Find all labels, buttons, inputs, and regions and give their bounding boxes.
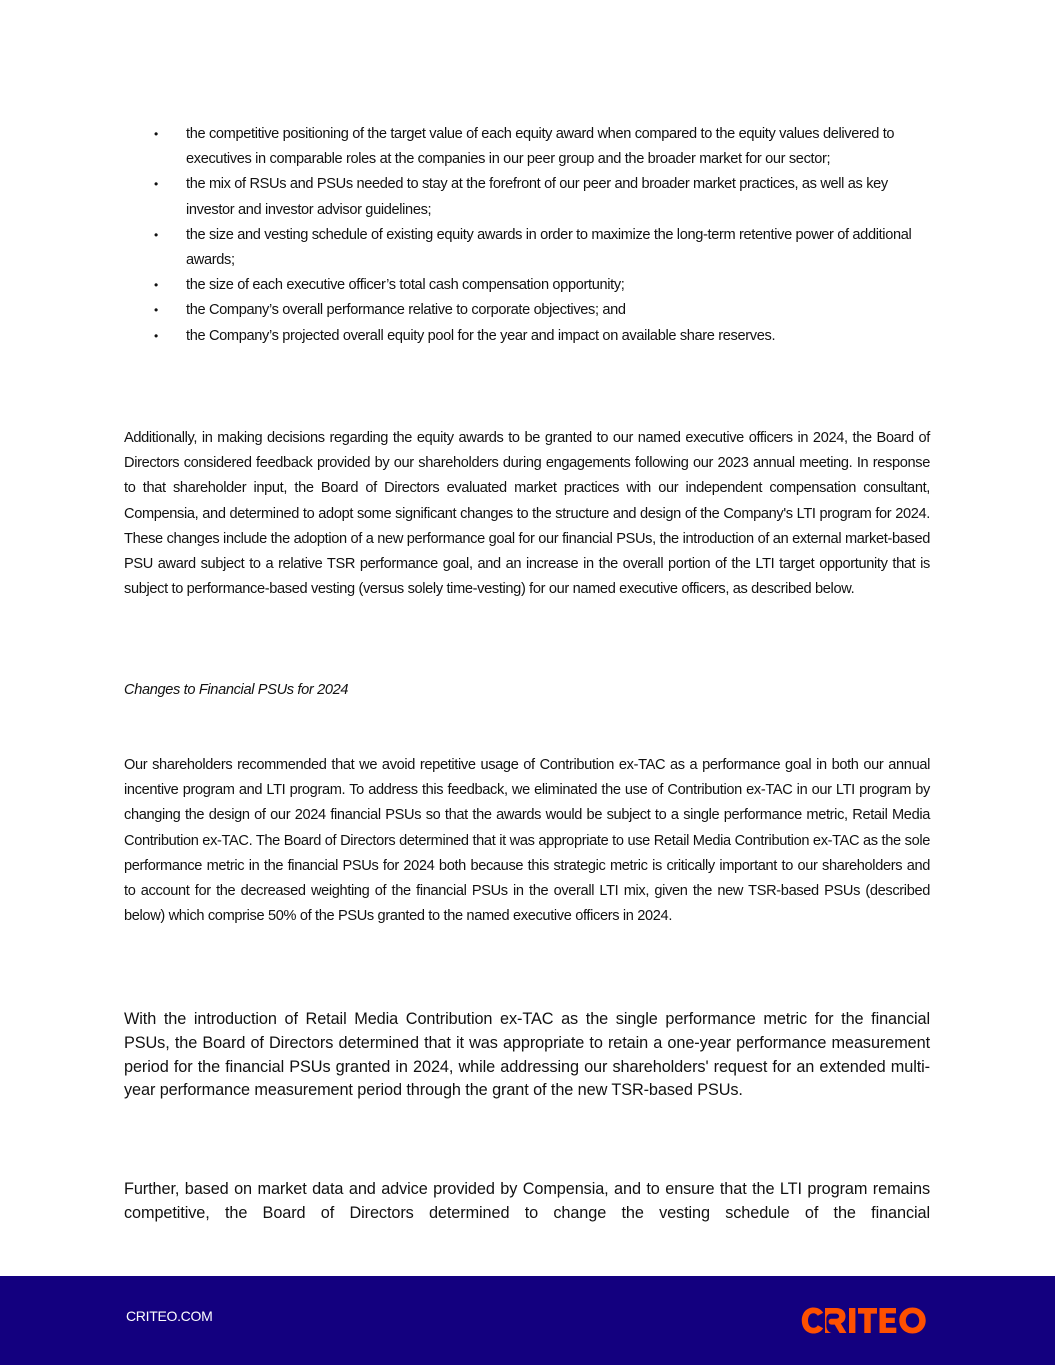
shareholders-paragraph-block bbox=[124, 753, 930, 929]
criteo-website-link[interactable]: CRITEO.COM bbox=[126, 1308, 213, 1324]
introduction-paragraph-block bbox=[124, 1008, 930, 1103]
criteo-logo bbox=[801, 1307, 929, 1334]
bullet-item bbox=[124, 273, 930, 298]
bullet-item bbox=[124, 223, 930, 273]
bullet-item bbox=[124, 122, 930, 172]
bullet-text: the Company’s projected overall equity pool for the year and impact on available share reserves. bbox=[186, 327, 776, 344]
section-heading-block bbox=[124, 678, 930, 703]
introduction-paragraph: With the introduction of Retail Media Contribution ex-TAC as the single performance metric for the financial PSUs, the Board of Directors determined that it was appropriate to retain a one-year performance measurement period for the financial PSUs granted in 2024, while addressing our shareholders' request for an extended multi-year performance measurement period through the grant of the new TSR-based PSUs. bbox=[124, 1010, 930, 1100]
bullet-text: the Company’s overall performance relative to corporate objectives; and bbox=[186, 302, 626, 319]
additionally-paragraph-block bbox=[124, 426, 930, 602]
further-paragraph-block bbox=[124, 1178, 930, 1226]
bullet-text: the size and vesting schedule of existing equity awards in order to maximize the long-term retentive power of additional awards; bbox=[186, 226, 912, 269]
bullet-icon: • bbox=[154, 177, 158, 192]
bullet-icon: • bbox=[154, 127, 158, 141]
further-paragraph: Further, based on market data and advice provided by Compensia, and to ensure that the LTI program remains competitive, the Board of Directors determined to change the vesting schedule of the financial bbox=[124, 1180, 930, 1222]
bullet-item bbox=[124, 298, 930, 323]
bullet-icon: • bbox=[154, 278, 158, 293]
page-footer bbox=[0, 1276, 1055, 1365]
section-heading: Changes to Financial PSUs for 2024 bbox=[124, 682, 349, 698]
criteria-bullet-list bbox=[124, 122, 930, 349]
bullet-item bbox=[124, 324, 930, 349]
criteo-logo-icon bbox=[801, 1307, 929, 1334]
additionally-paragraph: Additionally, in making decisions regarding the equity awards to be granted to our named executive officers in 2024, the Board of Directors considered feedback provided by our shareholders during engagements following our 2023 annual meeting. In response to that shareholder input, the Board of Directors evaluated market practices with our independent compensation consultant, Compensia, and determined to adopt some significant changes to the structure and design of the Company's LTI program for 2024. These changes include the adoption of a new performance goal for our financial PSUs, the introduction of an external market-based PSU award subject to a relative TSR performance goal, and an increase in the overall portion of the LTI target opportunity that is subject to performance-based vesting (versus solely time-vesting) for our named executive officers, as described below. bbox=[124, 430, 930, 598]
bullet-icon: • bbox=[154, 328, 158, 343]
bullet-text: the competitive positioning of the target value of each equity award when compared to the equity values delivered to executives in comparable roles at the companies in our peer group and the broader market for our sector; bbox=[186, 126, 895, 168]
bullet-text: the mix of RSUs and PSUs needed to stay at the forefront of our peer and broader market practices, as well as key investor and investor advisor guidelines; bbox=[186, 176, 888, 218]
shareholders-paragraph: Our shareholders recommended that we avoid repetitive usage of Contribution ex-TAC as a performance goal in both our annual incentive program and LTI program. To address this feedback, we eliminated the use of Contribution ex-TAC in our LTI program by changing the design of our 2024 financial PSUs so that the awards would be subject to a single performance metric, Retail Media Contribution ex-TAC. The Board of Directors determined that it was appropriate to use Retail Media Contribution ex-TAC as the sole performance metric in the financial PSUs for 2024 both because this strategic metric is critically important to our shareholders and to account for the decreased weighting of the financial PSUs in the overall LTI mix, given the new TSR-based PSUs (described below) which comprise 50% of the PSUs granted to the named executive officers in 2024. bbox=[124, 757, 930, 925]
bullet-text: the size of each executive officer’s total cash compensation opportunity; bbox=[186, 277, 625, 294]
bullet-item bbox=[124, 172, 930, 222]
bullet-icon: • bbox=[154, 227, 158, 242]
bullet-icon: • bbox=[154, 303, 158, 318]
